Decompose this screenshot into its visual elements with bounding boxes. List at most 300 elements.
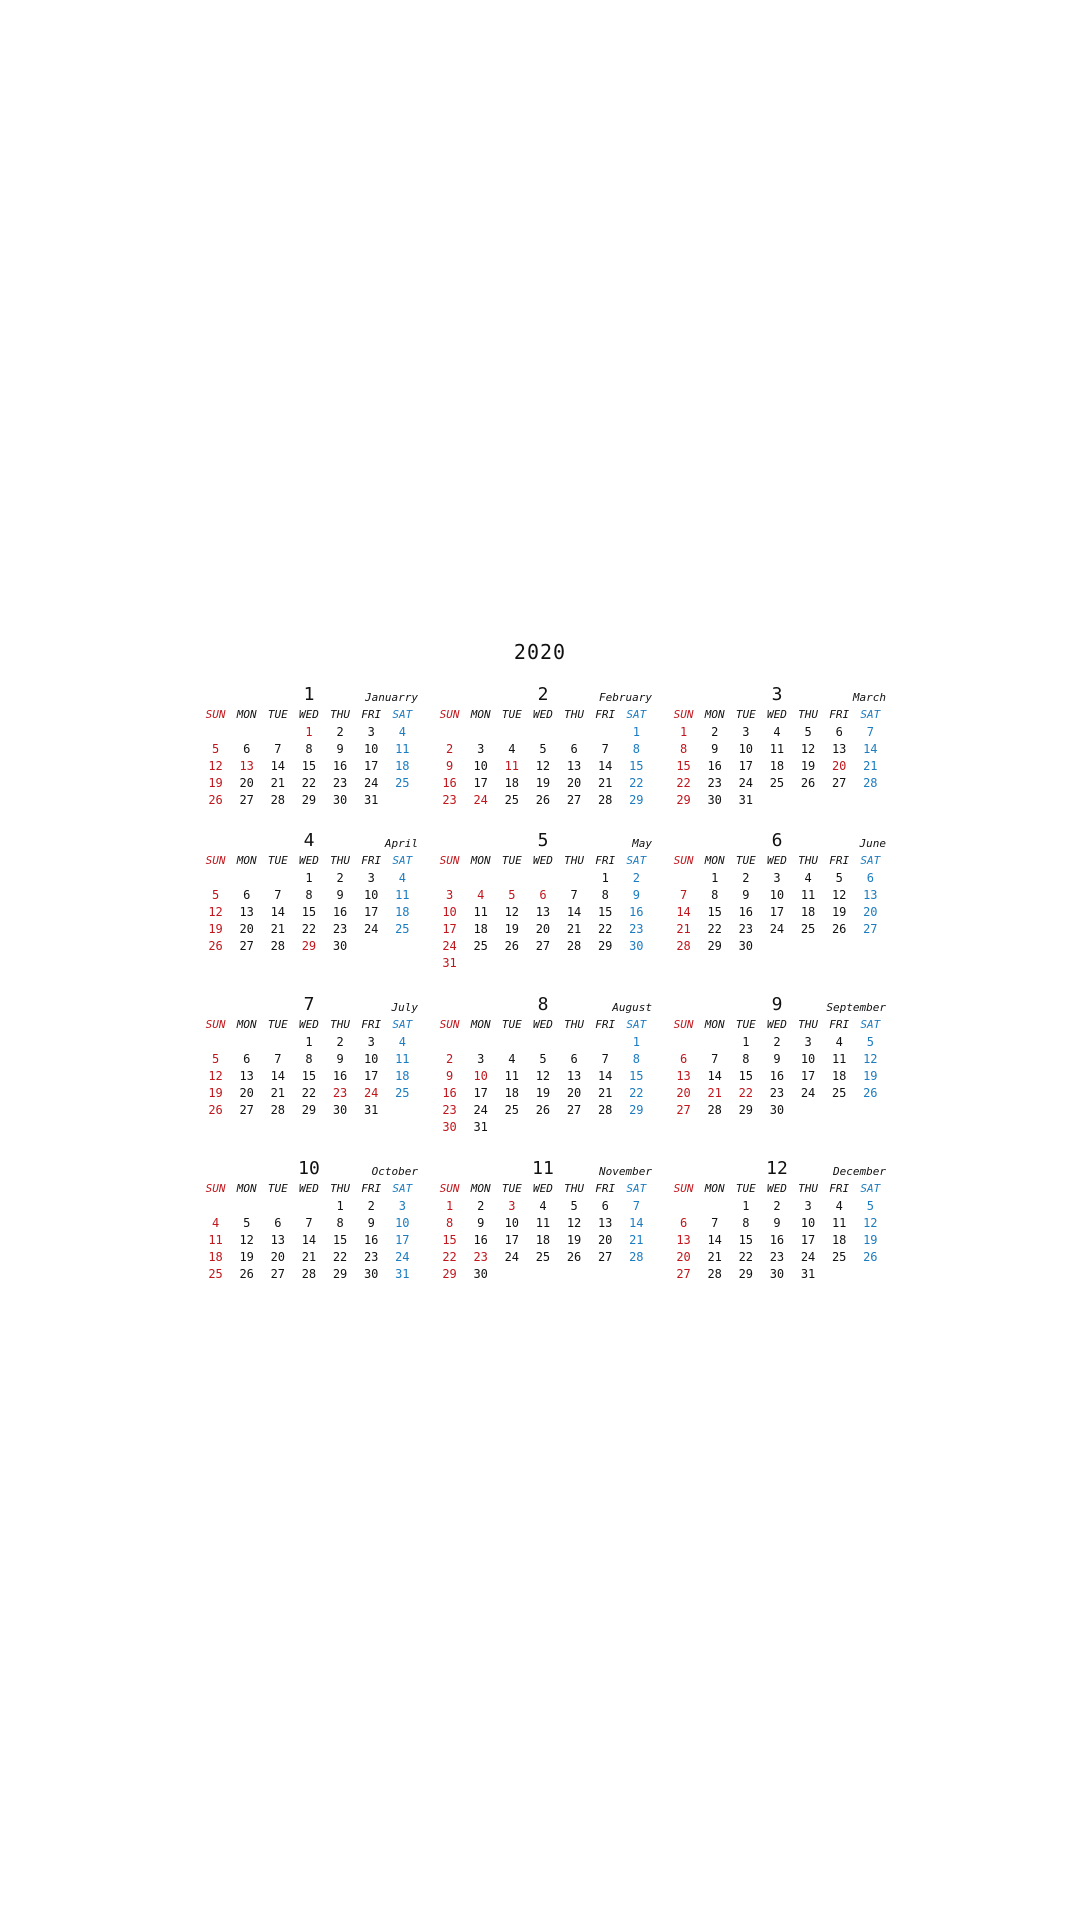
day-cell: 28	[566, 939, 582, 953]
day-cell: 28	[597, 793, 613, 807]
day-cell: 17	[738, 759, 754, 773]
day-cell: 25	[800, 922, 816, 936]
day-cell: 15	[597, 905, 613, 919]
day-cell: 11	[208, 1233, 223, 1247]
day-cell: 16	[442, 1086, 457, 1100]
weekday-header: TUE	[267, 1018, 288, 1031]
day-grid	[668, 1182, 886, 1284]
day-cell: 21	[270, 922, 286, 936]
weekday-header: MON	[704, 1182, 725, 1195]
day-cell: 9	[477, 1216, 485, 1230]
day-cell: 4	[398, 871, 406, 885]
day-cell: 16	[769, 1069, 785, 1083]
day-cell: 27	[831, 776, 847, 790]
day-cell: 2	[632, 871, 640, 885]
day-cell: 17	[395, 1233, 410, 1247]
day-cell: 19	[566, 1233, 582, 1247]
day-cell: 26	[535, 793, 551, 807]
day-cell: 6	[601, 1199, 609, 1213]
month-name: May	[632, 837, 652, 850]
month-name: April	[384, 837, 418, 850]
day-grid	[668, 708, 886, 810]
day-cell: 9	[367, 1216, 375, 1230]
weekday-header: WED	[533, 854, 553, 867]
day-cell: 19	[831, 905, 847, 919]
weekday-header: THU	[564, 708, 584, 721]
weekday-header: THU	[330, 1182, 350, 1195]
empty-cell	[496, 725, 527, 742]
day-cell: 12	[208, 759, 223, 773]
day-grid	[200, 1018, 418, 1120]
day-cell: 6	[866, 871, 874, 885]
day-cell: 9	[632, 888, 640, 902]
day-cell: 24	[395, 1250, 410, 1264]
day-cell: 6	[274, 1216, 282, 1230]
day-cell: 31	[395, 1267, 410, 1281]
day-cell: 1	[632, 1035, 640, 1049]
day-cell: 8	[711, 888, 719, 902]
weekday-header: FRI	[361, 1018, 382, 1031]
month-3	[668, 682, 886, 828]
weekday-header: THU	[564, 1182, 584, 1195]
weekday-header: MON	[704, 708, 725, 721]
day-cell: 13	[831, 742, 847, 756]
day-cell: 15	[301, 1069, 317, 1083]
day-cell: 27	[535, 939, 551, 953]
month-number: 9	[771, 994, 783, 1015]
month-6	[668, 828, 886, 992]
day-cell: 1	[305, 725, 313, 739]
day-cell: 13	[863, 888, 878, 902]
day-cell: 20	[270, 1250, 286, 1264]
day-cell: 6	[243, 888, 251, 902]
empty-cell	[559, 725, 590, 742]
day-cell: 17	[769, 905, 785, 919]
day-cell: 20	[239, 922, 254, 936]
day-cell: 5	[804, 725, 812, 739]
weekday-header: THU	[798, 1182, 818, 1195]
day-cell: 21	[566, 922, 582, 936]
day-cell: 16	[332, 905, 348, 919]
day-cell: 13	[535, 905, 551, 919]
day-cell: 15	[301, 905, 317, 919]
day-cell: 26	[208, 939, 223, 953]
day-cell: 2	[773, 1199, 781, 1213]
empty-cell	[262, 1035, 293, 1052]
day-cell: 4	[477, 888, 485, 902]
weekday-header: SUN	[673, 854, 694, 867]
day-cell: 22	[738, 1086, 754, 1100]
day-cell: 20	[676, 1086, 691, 1100]
weekday-header: FRI	[595, 708, 616, 721]
empty-cell	[496, 1035, 527, 1052]
day-cell: 15	[738, 1233, 754, 1247]
day-cell: 1	[601, 871, 609, 885]
day-cell: 31	[363, 1103, 379, 1117]
day-cell: 24	[363, 922, 379, 936]
day-cell: 23	[629, 922, 644, 936]
day-cell: 29	[738, 1103, 754, 1117]
day-cell: 8	[742, 1052, 750, 1066]
weekday-header: SAT	[860, 1018, 881, 1031]
day-cell: 27	[676, 1103, 691, 1117]
day-cell: 25	[535, 1250, 551, 1264]
empty-cell	[465, 725, 496, 742]
day-cell: 3	[742, 725, 750, 739]
day-cell: 26	[535, 1103, 551, 1117]
empty-cell	[527, 871, 558, 888]
day-cell: 25	[473, 939, 488, 953]
day-cell: 13	[239, 759, 254, 773]
day-cell: 3	[804, 1035, 812, 1049]
day-cell: 25	[395, 1086, 410, 1100]
day-cell: 3	[445, 888, 454, 902]
day-cell: 30	[769, 1267, 785, 1281]
month-name: Januarry	[365, 691, 418, 704]
day-cell: 25	[208, 1267, 223, 1281]
day-cell: 6	[243, 742, 251, 756]
day-cell: 26	[566, 1250, 582, 1264]
weekday-header: TUE	[267, 1182, 288, 1195]
day-cell: 23	[707, 776, 722, 790]
day-cell: 2	[445, 742, 454, 756]
day-cell: 15	[676, 759, 691, 773]
day-cell: 21	[597, 1086, 613, 1100]
day-cell: 20	[239, 1086, 254, 1100]
day-cell: 11	[535, 1216, 551, 1230]
weekday-header: THU	[330, 708, 350, 721]
day-cell: 29	[442, 1267, 457, 1281]
day-cell: 23	[442, 793, 457, 807]
weekday-header: SAT	[392, 708, 413, 721]
day-cell: 8	[305, 888, 313, 902]
day-cell: 21	[863, 759, 878, 773]
day-grid	[200, 708, 418, 810]
day-cell: 31	[442, 956, 457, 970]
day-cell: 28	[301, 1267, 317, 1281]
day-cell: 4	[508, 1052, 516, 1066]
day-cell: 27	[239, 793, 254, 807]
day-grid	[668, 854, 886, 956]
day-cell: 24	[363, 776, 379, 790]
day-cell: 9	[773, 1216, 781, 1230]
day-cell: 9	[445, 759, 454, 773]
weekday-header: SUN	[673, 708, 694, 721]
day-cell: 9	[336, 742, 344, 756]
day-cell: 30	[332, 793, 348, 807]
day-cell: 6	[679, 1216, 688, 1230]
month-name: March	[852, 691, 886, 704]
weekday-header: TUE	[501, 708, 522, 721]
weekday-header: TUE	[735, 708, 756, 721]
day-cell: 19	[800, 759, 816, 773]
empty-cell	[465, 871, 496, 888]
day-cell: 20	[535, 922, 551, 936]
month-name: July	[391, 1001, 418, 1014]
month-number: 7	[303, 994, 315, 1015]
day-cell: 9	[773, 1052, 781, 1066]
weekday-header: WED	[767, 708, 787, 721]
weekday-header: SAT	[860, 1182, 881, 1195]
day-cell: 15	[629, 1069, 644, 1083]
day-cell: 3	[804, 1199, 812, 1213]
day-cell: 7	[632, 1199, 640, 1213]
day-cell: 20	[676, 1250, 691, 1264]
day-cell: 5	[211, 888, 220, 902]
month-header	[434, 1156, 652, 1182]
day-cell: 29	[738, 1267, 754, 1281]
day-cell: 12	[239, 1233, 254, 1247]
day-cell: 27	[270, 1267, 286, 1281]
weekday-header: SUN	[205, 708, 226, 721]
month-2	[434, 682, 652, 828]
day-cell: 29	[301, 1103, 317, 1117]
month-row	[200, 828, 902, 992]
month-number: 1	[303, 684, 315, 705]
day-cell: 16	[707, 759, 722, 773]
day-cell: 29	[707, 939, 722, 953]
weekday-header: TUE	[501, 854, 522, 867]
empty-cell	[200, 871, 231, 888]
day-cell: 23	[332, 1086, 348, 1100]
day-cell: 16	[332, 759, 348, 773]
day-cell: 25	[395, 922, 410, 936]
day-cell: 26	[863, 1250, 878, 1264]
day-cell: 25	[831, 1086, 847, 1100]
day-cell: 24	[800, 1250, 816, 1264]
day-cell: 4	[539, 1199, 547, 1213]
day-cell: 10	[738, 742, 754, 756]
day-cell: 12	[535, 759, 551, 773]
day-cell: 3	[773, 871, 781, 885]
day-cell: 13	[270, 1233, 286, 1247]
day-cell: 16	[629, 905, 644, 919]
day-grid	[434, 1182, 652, 1284]
day-cell: 11	[504, 1069, 520, 1083]
day-cell: 19	[535, 776, 551, 790]
day-cell: 14	[629, 1216, 644, 1230]
day-cell: 4	[804, 871, 812, 885]
day-cell: 8	[305, 1052, 313, 1066]
day-cell: 21	[676, 922, 691, 936]
empty-cell	[699, 1035, 730, 1052]
day-cell: 17	[504, 1233, 520, 1247]
weekday-header: THU	[798, 708, 818, 721]
month-4	[200, 828, 418, 992]
day-cell: 26	[504, 939, 520, 953]
day-cell: 22	[332, 1250, 348, 1264]
weekday-header: THU	[798, 1018, 818, 1031]
day-cell: 20	[239, 776, 254, 790]
weekday-header: MON	[236, 854, 257, 867]
day-cell: 18	[535, 1233, 551, 1247]
day-cell: 19	[863, 1069, 878, 1083]
day-cell: 14	[863, 742, 878, 756]
day-cell: 8	[632, 1052, 640, 1066]
day-cell: 18	[395, 905, 410, 919]
day-cell: 7	[274, 742, 282, 756]
weekday-header: MON	[470, 1018, 491, 1031]
day-cell: 28	[270, 793, 286, 807]
month-number: 10	[298, 1158, 320, 1179]
empty-cell	[231, 1199, 262, 1216]
day-cell: 28	[629, 1250, 644, 1264]
year-title: 2020	[513, 640, 567, 664]
day-cell: 6	[243, 1052, 251, 1066]
month-number: 8	[537, 994, 549, 1015]
month-header	[668, 1156, 886, 1182]
weekday-header: WED	[767, 1182, 787, 1195]
weekday-header: MON	[236, 1182, 257, 1195]
empty-cell	[434, 1035, 465, 1052]
day-cell: 19	[239, 1250, 254, 1264]
day-cell: 4	[835, 1035, 843, 1049]
day-cell: 2	[445, 1052, 454, 1066]
day-cell: 19	[208, 1086, 223, 1100]
day-cell: 23	[769, 1086, 785, 1100]
day-cell: 20	[566, 1086, 582, 1100]
day-cell: 10	[769, 888, 785, 902]
month-name: June	[859, 837, 886, 850]
day-cell: 28	[597, 1103, 613, 1117]
weekday-header: FRI	[595, 1018, 616, 1031]
day-cell: 12	[208, 1069, 223, 1083]
weekday-header: MON	[470, 1182, 491, 1195]
weekday-header: FRI	[829, 854, 850, 867]
weekday-header: FRI	[595, 1182, 616, 1195]
weekday-header: SUN	[439, 854, 460, 867]
day-cell: 22	[629, 1086, 644, 1100]
day-cell: 6	[539, 888, 547, 902]
day-cell: 14	[270, 905, 286, 919]
day-cell: 1	[305, 1035, 313, 1049]
day-cell: 8	[679, 742, 688, 756]
day-cell: 23	[332, 922, 348, 936]
weekday-header: THU	[330, 1018, 350, 1031]
weekday-header: TUE	[735, 854, 756, 867]
day-cell: 11	[395, 1052, 410, 1066]
day-cell: 17	[473, 776, 488, 790]
day-cell: 3	[508, 1199, 516, 1213]
day-cell: 14	[707, 1233, 722, 1247]
month-8	[434, 992, 652, 1156]
day-cell: 24	[504, 1250, 520, 1264]
day-cell: 23	[738, 922, 754, 936]
year-calendar-grid	[200, 682, 902, 1296]
day-cell: 18	[395, 1069, 410, 1083]
day-cell: 10	[473, 759, 488, 773]
day-cell: 13	[239, 905, 254, 919]
weekday-header: SUN	[439, 708, 460, 721]
month-number: 3	[771, 684, 783, 705]
day-cell: 16	[332, 1069, 348, 1083]
day-cell: 21	[707, 1086, 722, 1100]
empty-cell	[231, 871, 262, 888]
month-header	[668, 828, 886, 854]
weekday-header: TUE	[735, 1182, 756, 1195]
day-cell: 3	[477, 1052, 485, 1066]
weekday-header: SUN	[439, 1018, 460, 1031]
day-cell: 7	[866, 725, 874, 739]
day-cell: 11	[800, 888, 816, 902]
day-cell: 9	[336, 888, 344, 902]
month-header	[200, 1156, 418, 1182]
day-cell: 15	[442, 1233, 457, 1247]
day-cell: 24	[769, 922, 785, 936]
weekday-header: WED	[533, 1018, 553, 1031]
weekday-header: SUN	[673, 1182, 694, 1195]
day-cell: 28	[676, 939, 691, 953]
month-row	[200, 1156, 902, 1296]
day-cell: 10	[800, 1216, 816, 1230]
day-cell: 5	[211, 742, 220, 756]
empty-cell	[668, 871, 699, 888]
weekday-header: SAT	[626, 1182, 647, 1195]
day-cell: 3	[398, 1199, 406, 1213]
month-header	[434, 828, 652, 854]
weekday-header: MON	[236, 708, 257, 721]
day-cell: 1	[632, 725, 640, 739]
day-cell: 21	[270, 1086, 286, 1100]
month-5	[434, 828, 652, 992]
day-cell: 23	[473, 1250, 488, 1264]
weekday-header: SUN	[205, 854, 226, 867]
day-cell: 24	[442, 939, 457, 953]
day-cell: 18	[831, 1069, 847, 1083]
day-cell: 26	[831, 922, 847, 936]
day-cell: 8	[632, 742, 640, 756]
day-cell: 21	[301, 1250, 317, 1264]
day-cell: 5	[539, 1052, 547, 1066]
day-cell: 7	[570, 888, 578, 902]
month-header	[434, 992, 652, 1018]
day-cell: 19	[208, 922, 223, 936]
day-cell: 25	[769, 776, 785, 790]
day-cell: 7	[274, 1052, 282, 1066]
day-cell: 17	[363, 1069, 379, 1083]
day-cell: 24	[473, 793, 488, 807]
day-cell: 23	[769, 1250, 785, 1264]
day-cell: 28	[270, 939, 286, 953]
day-cell: 10	[442, 905, 457, 919]
day-cell: 27	[566, 1103, 582, 1117]
day-cell: 31	[473, 1120, 488, 1134]
day-cell: 15	[332, 1233, 348, 1247]
day-cell: 10	[363, 742, 379, 756]
day-cell: 13	[239, 1069, 254, 1083]
day-cell: 19	[208, 776, 223, 790]
empty-cell	[559, 871, 590, 888]
day-cell: 10	[473, 1069, 488, 1083]
day-cell: 7	[711, 1216, 719, 1230]
day-cell: 13	[566, 759, 582, 773]
weekday-header: WED	[299, 1018, 319, 1031]
day-cell: 31	[738, 793, 754, 807]
weekday-header: THU	[330, 854, 350, 867]
empty-cell	[559, 1035, 590, 1052]
day-cell: 30	[442, 1120, 457, 1134]
day-cell: 14	[270, 1069, 286, 1083]
day-cell: 29	[676, 793, 691, 807]
day-cell: 8	[601, 888, 609, 902]
day-cell: 8	[445, 1216, 454, 1230]
month-name: August	[612, 1001, 652, 1014]
month-10	[200, 1156, 418, 1296]
day-cell: 16	[442, 776, 457, 790]
day-cell: 21	[270, 776, 286, 790]
day-grid	[434, 708, 652, 810]
day-cell: 26	[863, 1086, 878, 1100]
